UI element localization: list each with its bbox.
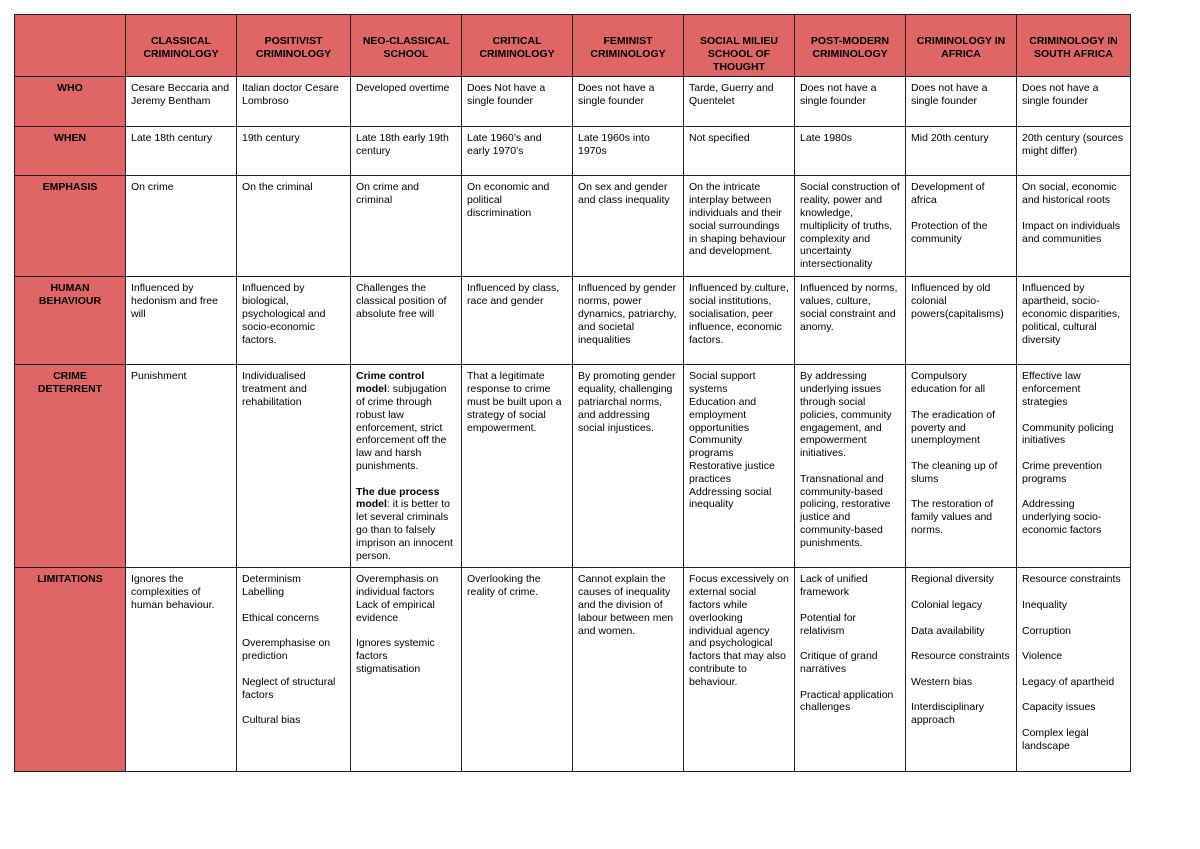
paragraph-gap bbox=[1022, 207, 1125, 220]
cell-text: Compulsory education for all bbox=[911, 370, 986, 396]
table-cell-africa bbox=[906, 277, 1017, 365]
paragraph-gap bbox=[800, 599, 900, 612]
cell-text: Late 18th century bbox=[131, 132, 213, 145]
cell-text: Overemphasis on individual factors bbox=[356, 573, 439, 599]
cell-text: Mid 20th century bbox=[911, 132, 989, 145]
table-cell-neo-classical bbox=[351, 365, 462, 568]
table-cell-positivist bbox=[237, 77, 351, 127]
paragraph-gap bbox=[800, 676, 900, 689]
table-cell-neo-classical bbox=[351, 568, 462, 772]
column-header-africa: CRIMINOLOGY IN AFRICA bbox=[906, 15, 1017, 77]
paragraph-gap bbox=[1022, 714, 1125, 727]
paragraph-gap bbox=[1022, 663, 1125, 676]
table-cell-feminist bbox=[573, 176, 684, 277]
table-cell-classical bbox=[126, 176, 237, 277]
cell-text: On crime and criminal bbox=[356, 181, 420, 207]
cell-text: Influenced by old colonial powers(capitalisms) bbox=[911, 282, 1004, 320]
cell-text: Determinism bbox=[242, 573, 301, 586]
cell-text: Challenges the classical position of absolute free will bbox=[356, 282, 447, 320]
paragraph-gap bbox=[911, 612, 1011, 625]
criminology-comparison-table bbox=[14, 14, 1131, 772]
cell-text: Influenced by class, race and gender bbox=[467, 282, 560, 308]
cell-text: Community programs bbox=[689, 434, 743, 460]
cell-text: Focus excessively on external social factors while overlooking individual agency and psychological factors that may also contribute to behaviour. bbox=[689, 573, 789, 688]
cell-text: Cannot explain the causes of inequality and the division of labour between men and women. bbox=[578, 573, 674, 637]
table-cell-neo-classical bbox=[351, 176, 462, 277]
table-cell-south-africa bbox=[1017, 277, 1131, 365]
cell-text: By addressing underlying issues through social policies, community engagement, and empowerment initiatives. bbox=[800, 370, 892, 460]
cell-text: 20th century (sources might differ) bbox=[1022, 132, 1123, 158]
cell-text: Education and employment opportunities bbox=[689, 395, 757, 434]
cell-text: Overlooking the reality of crime. bbox=[467, 573, 541, 599]
table-cell-south-africa bbox=[1017, 77, 1131, 127]
table-cell-social-milieu bbox=[684, 277, 795, 365]
table-row bbox=[15, 127, 1131, 176]
table-cell-classical bbox=[126, 568, 237, 772]
table-cell-social-milieu bbox=[684, 127, 795, 176]
table-cell-south-africa bbox=[1017, 568, 1131, 772]
paragraph-gap bbox=[242, 663, 345, 676]
table-cell-positivist bbox=[237, 568, 351, 772]
cell-text: Developed overtime bbox=[356, 82, 450, 95]
paragraph-gap bbox=[911, 396, 1011, 409]
table-cell-africa bbox=[906, 176, 1017, 277]
table-cell-social-milieu bbox=[684, 568, 795, 772]
corner-header bbox=[15, 15, 126, 77]
table-cell-neo-classical bbox=[351, 77, 462, 127]
cell-text: Addressing social inequality bbox=[689, 485, 772, 511]
paragraph-gap bbox=[800, 460, 900, 473]
cell-text: Inequality bbox=[1022, 598, 1067, 611]
cell-text: Punishment bbox=[131, 370, 187, 383]
cell-text: Late 18th early 19th century bbox=[356, 132, 449, 158]
table-cell-post-modern bbox=[795, 176, 906, 277]
paragraph-gap bbox=[242, 625, 345, 638]
cell-text: Influenced by biological, psychological and socio-economic factors. bbox=[242, 282, 326, 346]
table-row bbox=[15, 77, 1131, 127]
cell-text: Critique of grand narratives bbox=[800, 650, 878, 675]
cell-text: Addressing underlying socio-economic factors bbox=[1022, 498, 1102, 536]
table-row bbox=[15, 568, 1131, 772]
row-header-human-behaviour: HUMAN BEHAVIOUR bbox=[15, 277, 126, 365]
cell-text: Does not have a single founder bbox=[578, 82, 655, 108]
column-header-south-africa: CRIMINOLOGY IN SOUTH AFRICA bbox=[1017, 15, 1131, 77]
cell-text: Influenced by apartheid, socio-economic disparities, political, cultural diversity bbox=[1022, 282, 1121, 346]
table-cell-neo-classical bbox=[351, 277, 462, 365]
row-header-crime-deterrent: CRIME DETERRENT bbox=[15, 365, 126, 568]
cell-text: On sex and gender and class inequality bbox=[578, 181, 670, 207]
cell-text: Tarde, Guerry and Quentelet bbox=[689, 82, 774, 108]
cell-text: Late 1960’s and early 1970’s bbox=[467, 132, 542, 158]
table-cell-critical bbox=[462, 176, 573, 277]
cell-text: On the intricate interplay between individuals and their social surroundings in shaping behaviour and development. bbox=[689, 181, 786, 258]
cell-text: Community policing initiatives bbox=[1022, 421, 1114, 447]
table-cell-classical bbox=[126, 127, 237, 176]
cell-text: Lack of empirical evidence bbox=[356, 598, 435, 624]
cell-text: Ignores the complexities of human behaviour. bbox=[131, 573, 215, 611]
table-cell-post-modern bbox=[795, 365, 906, 568]
cell-text: Labelling bbox=[242, 586, 285, 599]
table-cell-classical bbox=[126, 365, 237, 568]
cell-text: Influenced by culture, social institutions, socialisation, peer influence, economic factors. bbox=[689, 282, 789, 346]
cell-text: Ethical concerns bbox=[242, 611, 320, 624]
table-cell-feminist bbox=[573, 277, 684, 365]
cell-text: stigmatisation bbox=[356, 662, 421, 675]
crime-control-model bbox=[356, 370, 456, 472]
cell-text: Late 1980s bbox=[800, 132, 852, 145]
table-cell-south-africa bbox=[1017, 365, 1131, 568]
paragraph-gap bbox=[911, 486, 1011, 499]
cell-text: Development of africa bbox=[911, 181, 985, 207]
paragraph-gap bbox=[1022, 637, 1125, 650]
table-cell-critical bbox=[462, 77, 573, 127]
table-cell-africa bbox=[906, 568, 1017, 772]
paragraph-gap bbox=[356, 625, 456, 638]
crime-control-text: : subjugation of crime through robust law enforcement, strict enforcement off the law and harsh punishments. bbox=[356, 383, 447, 472]
paragraph-gap bbox=[800, 637, 900, 650]
cell-text: Crime prevention programs bbox=[1022, 459, 1102, 485]
column-header-neo-classical: NEO-CLASSICAL SCHOOL bbox=[351, 15, 462, 77]
cell-text: Transnational and community-based policing, restorative justice and community-based punishments. bbox=[800, 472, 891, 549]
row-header-emphasis: EMPHASIS bbox=[15, 176, 126, 277]
paragraph-gap bbox=[911, 689, 1011, 702]
cell-text: Resource constraints bbox=[1022, 573, 1121, 586]
cell-text: The eradication of poverty and unemployment bbox=[911, 408, 996, 447]
due-process-title: The due process model bbox=[356, 485, 440, 511]
table-cell-post-modern bbox=[795, 277, 906, 365]
table-cell-feminist bbox=[573, 568, 684, 772]
cell-text: Cultural bias bbox=[242, 714, 301, 727]
column-header-critical: CRITICAL CRIMINOLOGY bbox=[462, 15, 573, 77]
table-cell-positivist bbox=[237, 277, 351, 365]
table-cell-critical bbox=[462, 568, 573, 772]
paragraph-gap bbox=[911, 663, 1011, 676]
cell-text: The restoration of family values and norms. bbox=[911, 498, 994, 536]
table-cell-classical bbox=[126, 277, 237, 365]
paragraph-gap bbox=[242, 599, 345, 612]
paragraph-gap bbox=[1022, 447, 1125, 460]
cell-text: By promoting gender equality, challenging patriarchal norms, and addressing social injustices. bbox=[578, 370, 676, 434]
paragraph-gap bbox=[911, 637, 1011, 650]
table-cell-social-milieu bbox=[684, 365, 795, 568]
table-cell-south-africa bbox=[1017, 176, 1131, 277]
cell-text: Does Not have a single founder bbox=[467, 82, 546, 108]
table-cell-classical bbox=[126, 77, 237, 127]
row-header-when: WHEN bbox=[15, 127, 126, 176]
cell-text: Neglect of structural factors bbox=[242, 675, 336, 701]
cell-text: Resource constraints bbox=[911, 650, 1010, 663]
column-header-positivist: POSITIVIST CRIMINOLOGY bbox=[237, 15, 351, 77]
table-row bbox=[15, 277, 1131, 365]
cell-text: That a legitimate response to crime must be built upon a strategy of social empowerment. bbox=[467, 370, 562, 434]
table-cell-positivist bbox=[237, 127, 351, 176]
cell-text: Regional diversity bbox=[911, 573, 994, 586]
paragraph-gap bbox=[911, 207, 1011, 220]
cell-text: Legacy of apartheid bbox=[1022, 675, 1115, 688]
due-process-text: : it is better to let several criminals go than to falsely imprison an innocent person. bbox=[356, 498, 453, 562]
row-header-who: WHO bbox=[15, 77, 126, 127]
table-cell-feminist bbox=[573, 127, 684, 176]
cell-text: On economic and political discrimination bbox=[467, 181, 550, 219]
cell-text: Overemphasise on prediction bbox=[242, 637, 331, 663]
table-cell-africa bbox=[906, 77, 1017, 127]
cell-text: Does not have a single founder bbox=[911, 82, 988, 108]
table-cell-positivist bbox=[237, 365, 351, 568]
table-cell-post-modern bbox=[795, 127, 906, 176]
cell-text: Violence bbox=[1022, 650, 1063, 663]
paragraph-gap bbox=[356, 473, 456, 486]
cell-text: Italian doctor Cesare Lombroso bbox=[242, 82, 339, 108]
header-row bbox=[15, 15, 1131, 77]
cell-text: Influenced by hedonism and free will bbox=[131, 282, 218, 320]
table-cell-feminist bbox=[573, 77, 684, 127]
paragraph-gap bbox=[1022, 689, 1125, 702]
cell-text: Data availability bbox=[911, 624, 985, 637]
cell-text: Cesare Beccaria and Jeremy Bentham bbox=[131, 82, 230, 108]
cell-text: Complex legal landscape bbox=[1022, 726, 1089, 752]
table-cell-critical bbox=[462, 127, 573, 176]
due-process-model bbox=[356, 486, 456, 563]
cell-text: Late 1960s into 1970s bbox=[578, 132, 650, 158]
table-row bbox=[15, 176, 1131, 277]
table-body bbox=[15, 77, 1131, 772]
cell-text: Influenced by gender norms, power dynamics, patriarchy, and societal inequalities bbox=[578, 282, 677, 346]
cell-text: Impact on individuals and communities bbox=[1022, 219, 1121, 245]
column-header-feminist: FEMINIST CRIMINOLOGY bbox=[573, 15, 684, 77]
cell-text: Lack of unified framework bbox=[800, 573, 868, 599]
cell-text: On the criminal bbox=[242, 181, 313, 194]
table-cell-positivist bbox=[237, 176, 351, 277]
cell-text: 19th century bbox=[242, 132, 300, 145]
paragraph-gap bbox=[911, 586, 1011, 599]
table-cell-social-milieu bbox=[684, 176, 795, 277]
paragraph-gap bbox=[1022, 486, 1125, 499]
table-cell-social-milieu bbox=[684, 77, 795, 127]
crime-control-title: Crime control model bbox=[356, 370, 425, 396]
cell-text: Western bias bbox=[911, 675, 973, 688]
table-cell-africa bbox=[906, 127, 1017, 176]
row-header-limitations: LIMITATIONS bbox=[15, 568, 126, 772]
table-cell-critical bbox=[462, 277, 573, 365]
column-header-social-milieu: SOCIAL MILIEU SCHOOL OF THOUGHT bbox=[684, 15, 795, 77]
cell-text: Effective law enforcement strategies bbox=[1022, 370, 1081, 408]
cell-text: Does not have a single founder bbox=[800, 82, 877, 108]
column-header-post-modern: POST-MODERN CRIMINOLOGY bbox=[795, 15, 906, 77]
column-header-classical: CLASSICAL CRIMINOLOGY bbox=[126, 15, 237, 77]
table-cell-feminist bbox=[573, 365, 684, 568]
table-cell-critical bbox=[462, 365, 573, 568]
cell-text: Ignores systemic factors bbox=[356, 637, 435, 663]
cell-text: Colonial legacy bbox=[911, 598, 983, 611]
paragraph-gap bbox=[1022, 586, 1125, 599]
cell-text: Corruption bbox=[1022, 624, 1072, 637]
cell-text: Protection of the community bbox=[911, 219, 988, 245]
cell-text: On crime bbox=[131, 181, 174, 194]
cell-text: Social construction of reality, power and knowledge, multiplicity of truths, complexity and uncertainty intersectionality bbox=[800, 181, 900, 271]
table-cell-neo-classical bbox=[351, 127, 462, 176]
cell-text: Interdisciplinary approach bbox=[911, 701, 984, 727]
table-row bbox=[15, 365, 1131, 568]
table-cell-africa bbox=[906, 365, 1017, 568]
cell-text: Influenced by norms, values, culture, social constraint and anomy. bbox=[800, 282, 898, 333]
cell-text: Social support systems bbox=[689, 370, 756, 396]
cell-text: The cleaning up of slums bbox=[911, 459, 998, 485]
paragraph-gap bbox=[1022, 409, 1125, 422]
cell-text: Individualised treatment and rehabilitation bbox=[242, 370, 307, 408]
cell-text: Capacity issues bbox=[1022, 701, 1096, 714]
paragraph-gap bbox=[911, 447, 1011, 460]
table-cell-post-modern bbox=[795, 77, 906, 127]
cell-text: Not specified bbox=[689, 132, 750, 145]
table-cell-post-modern bbox=[795, 568, 906, 772]
cell-text: Practical application challenges bbox=[800, 688, 894, 714]
table-cell-south-africa bbox=[1017, 127, 1131, 176]
paragraph-gap bbox=[1022, 612, 1125, 625]
cell-text: On social, economic and historical roots bbox=[1022, 181, 1117, 207]
cell-text: Restorative justice practices bbox=[689, 459, 775, 485]
cell-text: Potential for relativism bbox=[800, 611, 857, 637]
cell-text: Does not have a single founder bbox=[1022, 82, 1099, 108]
paragraph-gap bbox=[242, 701, 345, 714]
